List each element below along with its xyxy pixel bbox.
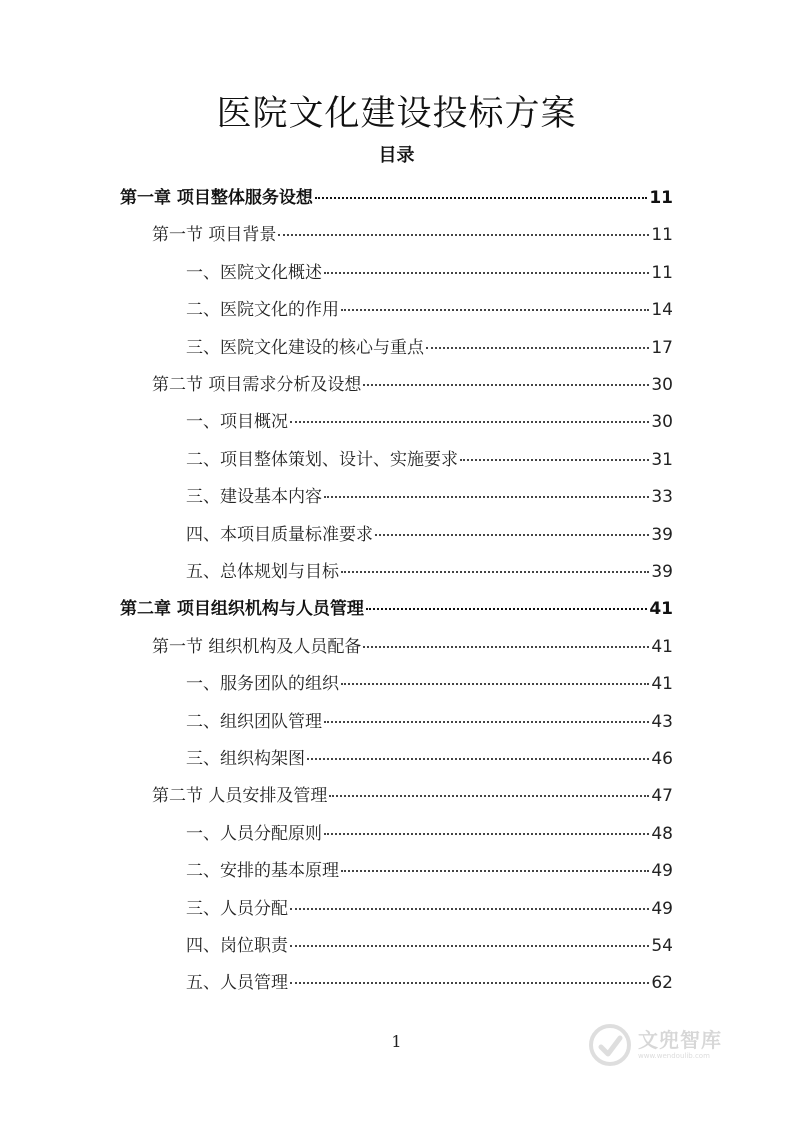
toc-dot-leader	[366, 608, 647, 610]
toc-dot-leader	[324, 833, 649, 835]
toc-entry[interactable]	[186, 297, 673, 323]
toc-entry[interactable]	[186, 559, 673, 585]
toc-entry-label: 第一章 项目整体服务设想	[120, 188, 313, 208]
toc-entry-page: 46	[651, 749, 673, 769]
toc-entry[interactable]	[186, 484, 673, 510]
toc-entry-page: 62	[651, 973, 673, 993]
toc-entry-label: 二、医院文化的作用	[186, 300, 339, 320]
toc-entry-label: 二、项目整体策划、设计、实施要求	[186, 450, 458, 470]
toc-entry-label: 第一节 项目背景	[152, 225, 277, 245]
toc-entry[interactable]	[152, 634, 673, 660]
watermark-url: www.wendoulib.com	[638, 1052, 710, 1060]
toc-heading: 目录	[378, 145, 415, 166]
toc-dot-leader	[307, 758, 649, 760]
toc-entry[interactable]	[152, 783, 673, 809]
document-title: 医院文化建设投标方案	[216, 94, 577, 134]
toc-entry-label: 一、医院文化概述	[186, 263, 322, 283]
toc-entry-page: 49	[651, 861, 673, 881]
toc-dot-leader	[329, 795, 649, 797]
page-number: 1	[391, 1032, 402, 1051]
toc-entry-label: 第一节 组织机构及人员配备	[152, 637, 362, 657]
toc-entry[interactable]	[120, 185, 673, 211]
toc-entry-page: 39	[651, 525, 673, 545]
toc-entry[interactable]	[186, 522, 673, 548]
toc-entry-page: 33	[651, 487, 673, 507]
toc-entry-label: 第二节 项目需求分析及设想	[152, 375, 362, 395]
toc-entry-page: 30	[651, 375, 673, 395]
toc-dot-leader	[290, 908, 649, 910]
toc-entry-page: 41	[651, 637, 673, 657]
toc-entry[interactable]	[186, 409, 673, 435]
toc-entry[interactable]	[186, 335, 673, 361]
toc-entry-page: 11	[651, 263, 673, 283]
toc-entry-page: 48	[651, 824, 673, 844]
toc-entry-page: 39	[651, 562, 673, 582]
toc-entry-label: 第二章 项目组织机构与人员管理	[120, 599, 364, 619]
toc-entry[interactable]	[186, 970, 673, 996]
toc-entry-label: 三、医院文化建设的核心与重点	[186, 338, 424, 358]
toc-entry-page: 43	[651, 712, 673, 732]
toc-entry[interactable]	[186, 896, 673, 922]
toc-entry-page: 54	[651, 936, 673, 956]
toc-dot-leader	[375, 534, 649, 536]
toc-dot-leader	[324, 721, 649, 723]
toc-dot-leader	[290, 421, 649, 423]
toc-entry-page: 11	[651, 225, 673, 245]
toc-dot-leader	[315, 197, 647, 199]
toc-entry-label: 四、岗位职责	[186, 936, 288, 956]
toc-entry[interactable]	[186, 260, 673, 286]
toc-entry-label: 一、项目概况	[186, 412, 288, 432]
toc-dot-leader	[363, 384, 649, 386]
toc-entry-label: 第二节 人员安排及管理	[152, 786, 328, 806]
toc-dot-leader	[341, 309, 649, 311]
toc-dot-leader	[363, 646, 649, 648]
toc-entry[interactable]	[186, 447, 673, 473]
wendou-logo-icon	[588, 1023, 632, 1067]
toc-entry-page: 49	[651, 899, 673, 919]
toc-dot-leader	[426, 347, 649, 349]
toc-entry[interactable]	[152, 222, 673, 248]
toc-dot-leader	[290, 945, 649, 947]
toc-entry-label: 一、人员分配原则	[186, 824, 322, 844]
toc-entry-label: 五、人员管理	[186, 973, 288, 993]
toc-entry-label: 一、服务团队的组织	[186, 674, 339, 694]
toc-entry[interactable]	[186, 821, 673, 847]
toc-entry-label: 二、安排的基本原理	[186, 861, 339, 881]
toc-dot-leader	[324, 496, 649, 498]
toc-entry-page: 47	[651, 786, 673, 806]
toc-dot-leader	[460, 459, 649, 461]
toc-dot-leader	[290, 982, 649, 984]
toc-entry-label: 五、总体规划与目标	[186, 562, 339, 582]
toc-entry-label: 三、建设基本内容	[186, 487, 322, 507]
watermark	[588, 1020, 758, 1070]
toc-entry[interactable]	[152, 372, 673, 398]
watermark-name: 文兜智库	[638, 1028, 722, 1052]
toc-entry[interactable]	[120, 596, 673, 622]
toc-entry-page: 41	[651, 674, 673, 694]
toc-dot-leader	[278, 234, 649, 236]
toc-entry[interactable]	[186, 746, 673, 772]
toc-entry-label: 三、人员分配	[186, 899, 288, 919]
toc-entry[interactable]	[186, 671, 673, 697]
toc-dot-leader	[341, 683, 649, 685]
toc-dot-leader	[341, 870, 649, 872]
toc-dot-leader	[324, 272, 649, 274]
toc-dot-leader	[341, 571, 649, 573]
toc-entry-page: 30	[651, 412, 673, 432]
toc-entry[interactable]	[186, 709, 673, 735]
toc-entry-label: 四、本项目质量标准要求	[186, 525, 373, 545]
toc-entry-label: 三、组织构架图	[186, 749, 305, 769]
toc-entry-page: 11	[649, 188, 673, 208]
toc-entry-page: 41	[649, 599, 673, 619]
toc-entry-page: 14	[651, 300, 673, 320]
toc-entry[interactable]	[186, 858, 673, 884]
toc-entry-page: 17	[651, 338, 673, 358]
toc-entry[interactable]	[186, 933, 673, 959]
toc-entry-page: 31	[651, 450, 673, 470]
toc-entry-label: 二、组织团队管理	[186, 712, 322, 732]
